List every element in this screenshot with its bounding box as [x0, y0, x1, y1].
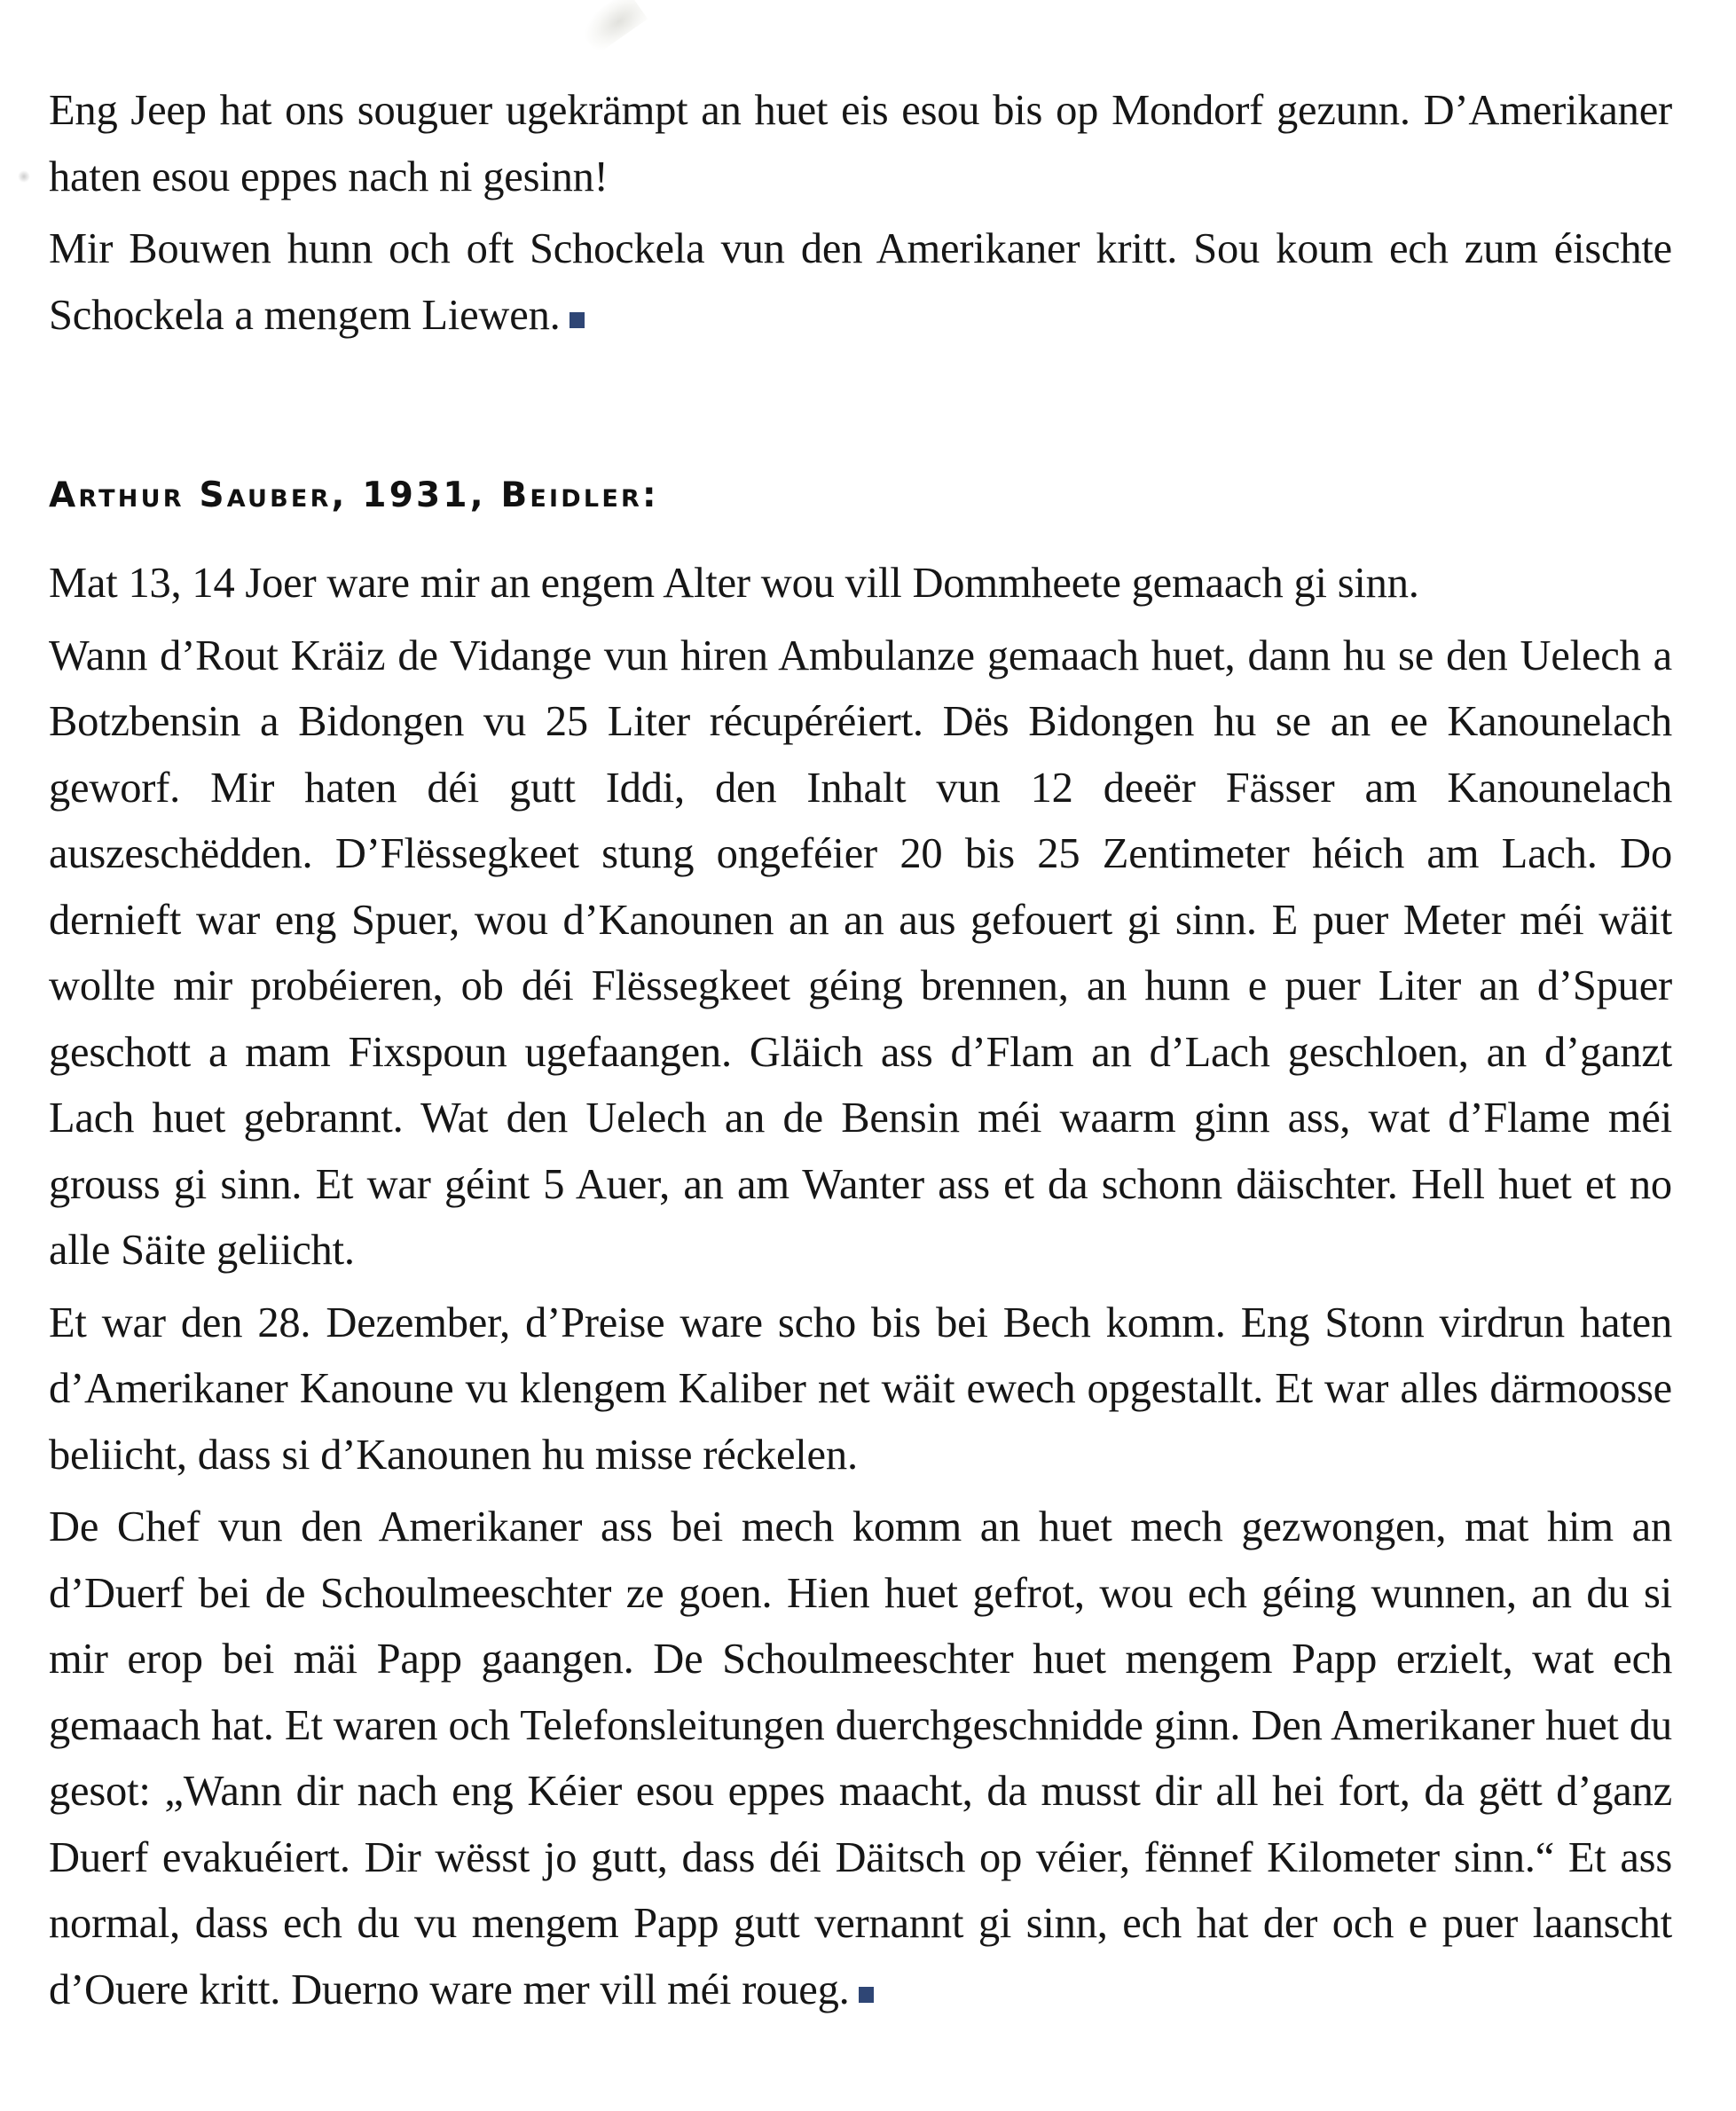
paragraph: Mat 13, 14 Joer ware mir an engem Alter wou vill Dommheete gemaach gi sinn. — [49, 560, 1419, 607]
paragraph: Mir Bouwen hunn och oft Schockela vun den Amerikaner kritt. Sou koum ech zum éischte Schockela a mengem Liewen. — [49, 225, 1672, 339]
section-previous-testimony-ending — [49, 78, 1672, 349]
paragraph: Eng Jeep hat ons souguer ugekrämpt an huet eis esou bis op Mondorf gezunn. D’Amerikaner haten esou eppes nach ni gesinn! — [49, 87, 1672, 200]
end-of-section-square-icon — [859, 1987, 874, 2003]
section-heading: Arthur Sauber, 1931, Beidler: — [49, 475, 659, 515]
scan-margin-dot — [18, 170, 30, 183]
paragraph: Wann d’Rout Kräiz de Vidange vun hiren Ambulanze gemaach huet, dann hu se den Uelech a Botzbensin a Bidongen vu 25 Liter récupéréiert. Dës Bidongen hu se an ee Kanounelach geworf. Mir haten déi gutt Iddi, den Inhalt vun 12 deeër Fässer am Kanounelach auszeschëdden. D’Flëssegkeet stung ongeféier 20 bis 25 Zentimeter héich am Lach. Do dernieft war eng Spuer, wou d’Kanounen an an aus gefouert gi sinn. E puer Meter méi wäit wollte mir probéieren, ob déi Flëssegkeet géing brennen, an hunn e puer Liter an d’Spuer geschott a mam Fixspoun ugefaangen. Gläich ass d’Flam an d’Lach geschloen, an d’ganzt Lach huet gebrannt. Wat den Uelech an de Bensin méi waarm ginn ass, wat d’Flame méi grouss gi sinn. Et war géint 5 Auer, an am Wanter ass et da schonn däischter. Hell huet et no alle Säite geliicht. — [49, 632, 1672, 1274]
scan-smudge — [577, 0, 648, 54]
end-of-section-square-icon — [570, 312, 585, 328]
paragraph: De Chef vun den Amerikaner ass bei mech komm an huet mech gezwongen, mat him an d’Duerf bei de Schoulmeeschter ze goen. Hien huet gefrot, wou ech géing wunnen, an du si mir erop bei mäi Papp gaangen. De Schoulmeeschter huet mengem Papp erzielt, wat ech gemaach hat. Et waren och Telefonsleitungen duerchgeschnidde ginn. Den Amerikaner huet du gesot: „Wann dir nach eng Kéier esou eppes maacht, da musst dir all hei fort, da gëtt d’ganz Duerf evakuéiert. Dir wësst jo gutt, dass déi Däitsch op véier, fënnef Kilometer sinn.“ Et ass normal, dass ech du vu mengem Papp gutt vernannt gi sinn, ech hat der och e puer laanscht d’Ouere kritt. Duerno ware mer vill méi roueg. — [49, 1503, 1672, 2013]
section-arthur-sauber-testimony — [49, 551, 1672, 2023]
paragraph: Et war den 28. Dezember, d’Preise ware scho bis bei Bech komm. Eng Stonn virdrun haten d’Amerikaner Kanoune vu klengem Kaliber net wäit ewech opgestallt. Et war alles därmoosse beliicht, dass si d’Kanounen hu misse réckelen. — [49, 1299, 1672, 1479]
